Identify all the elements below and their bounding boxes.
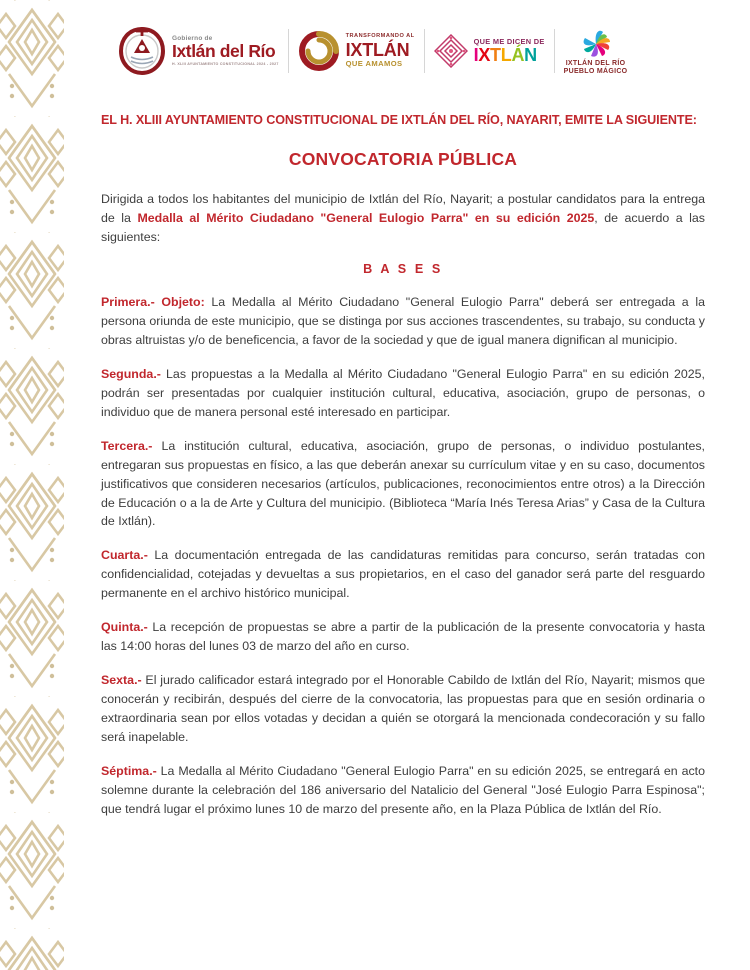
institutional-logo-bar	[110, 18, 720, 84]
base-text: La recepción de propuestas se abre a partir de la publicación de la presente convocatoria y hasta las 14:00 horas del lunes 03 de marzo del año en curso.	[101, 620, 705, 654]
base-item	[101, 365, 705, 422]
base-label: Quinta.-	[101, 620, 148, 635]
intro-highlight: Medalla al Mérito Ciudadano "General Eulogio Parra" en su edición 2025	[137, 210, 595, 225]
base-label: Cuarta.-	[101, 548, 148, 563]
logo3-line-top: QUE ME DICEN DE	[473, 36, 545, 46]
logo2-line-sub: QUE AMAMOS	[345, 59, 403, 68]
logo-gobierno-ixtlan-del-rio	[110, 22, 288, 80]
bases-list	[101, 293, 705, 819]
logo-pueblo-magico	[555, 22, 637, 80]
base-label: Sexta.-	[101, 673, 142, 688]
logo1-line-sub: H. XLIII AYUNTAMIENTO CONSTITUCIONAL 2024 - 2027	[172, 61, 279, 66]
logo-que-me-dicen-de-ixtlan	[425, 22, 554, 80]
base-text: La Medalla al Mérito Ciudadano "General Eulogio Parra" en su edición 2025, se entregará en acto solemne durante la celebración del 186 aniversario del Natalicio del General "José Eulogio Parra Espinosa"; que tendrá lugar el próximo lunes 10 de marzo del presente año, en la Plaza Pública de Ixtlán del Río.	[101, 764, 705, 817]
base-text: El jurado calificador estará integrado por el Honorable Cabildo de Ixtlán del Río, Nayarit; mismos que conocerán y recibirán, después del cierre de la convocatoria, las propuestas para que en sesión ordinaria o extraordinaria sean por ellos votadas y decidan a quién se otorgará la mencionada condecoración y su fallo será inapelable.	[101, 673, 705, 745]
base-item	[101, 618, 705, 656]
base-item	[101, 437, 705, 532]
logo1-line-top: Gobierno de	[172, 34, 213, 42]
base-label: Séptima.-	[101, 764, 157, 779]
intro-tail: , de acuerdo a las siguientes:	[101, 210, 705, 244]
base-text: La institución cultural, educativa, asociación, grupo de personas, o individuo postulantes, entregaran sus propuestas en físico, a las que deberán anexar su currículum vitae y en su caso, documentos justificativos que consideren necesarios (artículos, publicaciones, reconocimientos entre otros) a la Dirección de Educación o a la de Arte y Cultura del municipio. (Biblioteca “María Inés Teresa Arias” y Casa de la Cultura de Ixtlán).	[101, 438, 705, 529]
base-label: Tercera.-	[101, 438, 153, 453]
base-text: La documentación entregada de las candidaturas remitidas para concurso, serán tratadas con confidencialidad, cotejadas y devueltas a sus propietarios, en el caso del ganador será parte del resguardo permanente en el archivo histórico municipal.	[101, 548, 705, 601]
logo-transformando-al-ixtlan	[289, 22, 424, 80]
logo4-line-1: IXTLÁN DEL RÍO	[565, 59, 626, 67]
swirl-ring-icon	[298, 30, 340, 72]
base-text: La Medalla al Mérito Ciudadano "General Eulogio Parra" deberá ser entregada a la persona oriunda de este municipio, que se distinga por sus acciones trascendentes, su trabajo, su conducta y obras altruistas y/o de beneficencia, a favor de la sociedad y que de igual manera dignifican al municipio.	[101, 294, 705, 347]
logo2-line-top: TRANSFORMANDO AL	[345, 33, 415, 40]
document-content	[101, 112, 705, 834]
base-label: Primera.- Objeto:	[101, 294, 205, 309]
pinwheel-icon	[577, 28, 615, 58]
page-title: CONVOCATORIA PÚBLICA	[288, 148, 518, 169]
coat-of-arms-icon	[119, 26, 165, 76]
bases-section-label: B A S E S	[363, 261, 443, 276]
base-item	[101, 293, 705, 350]
base-item	[101, 671, 705, 747]
logo3-line-main: IXTLÁN	[473, 45, 537, 66]
logo2-line-main: IXTLÁN	[345, 40, 410, 60]
logo1-line-main: Ixtlán del Río	[172, 41, 276, 62]
huichol-diamond-motif-icon	[434, 34, 468, 68]
logo4-line-2: PUEBLO MÁGICO	[563, 67, 628, 75]
intro-lead: Dirigida a todos los habitantes del municipio de Ixtlán del Río, Nayarit; a postular candidatos para la entrega de la	[101, 191, 705, 225]
base-label: Segunda.-	[101, 366, 161, 381]
intro-paragraph	[101, 190, 705, 247]
base-item	[101, 546, 705, 603]
base-item	[101, 762, 705, 819]
issuing-authority-heading: EL H. XLIII AYUNTAMIENTO CONSTITUCIONAL DE IXTLÁN DEL RÍO, NAYARIT, EMITE LA SIGUIENTE:	[101, 113, 697, 127]
base-text: Las propuestas a la Medalla al Mérito Ciudadano "General Eulogio Parra" en su edición 2025, podrán ser presentadas por cualquier institución cultural, educativa, asociación, grupo de personas, o individuo que de manera personal esté interesado en participar.	[101, 366, 705, 419]
